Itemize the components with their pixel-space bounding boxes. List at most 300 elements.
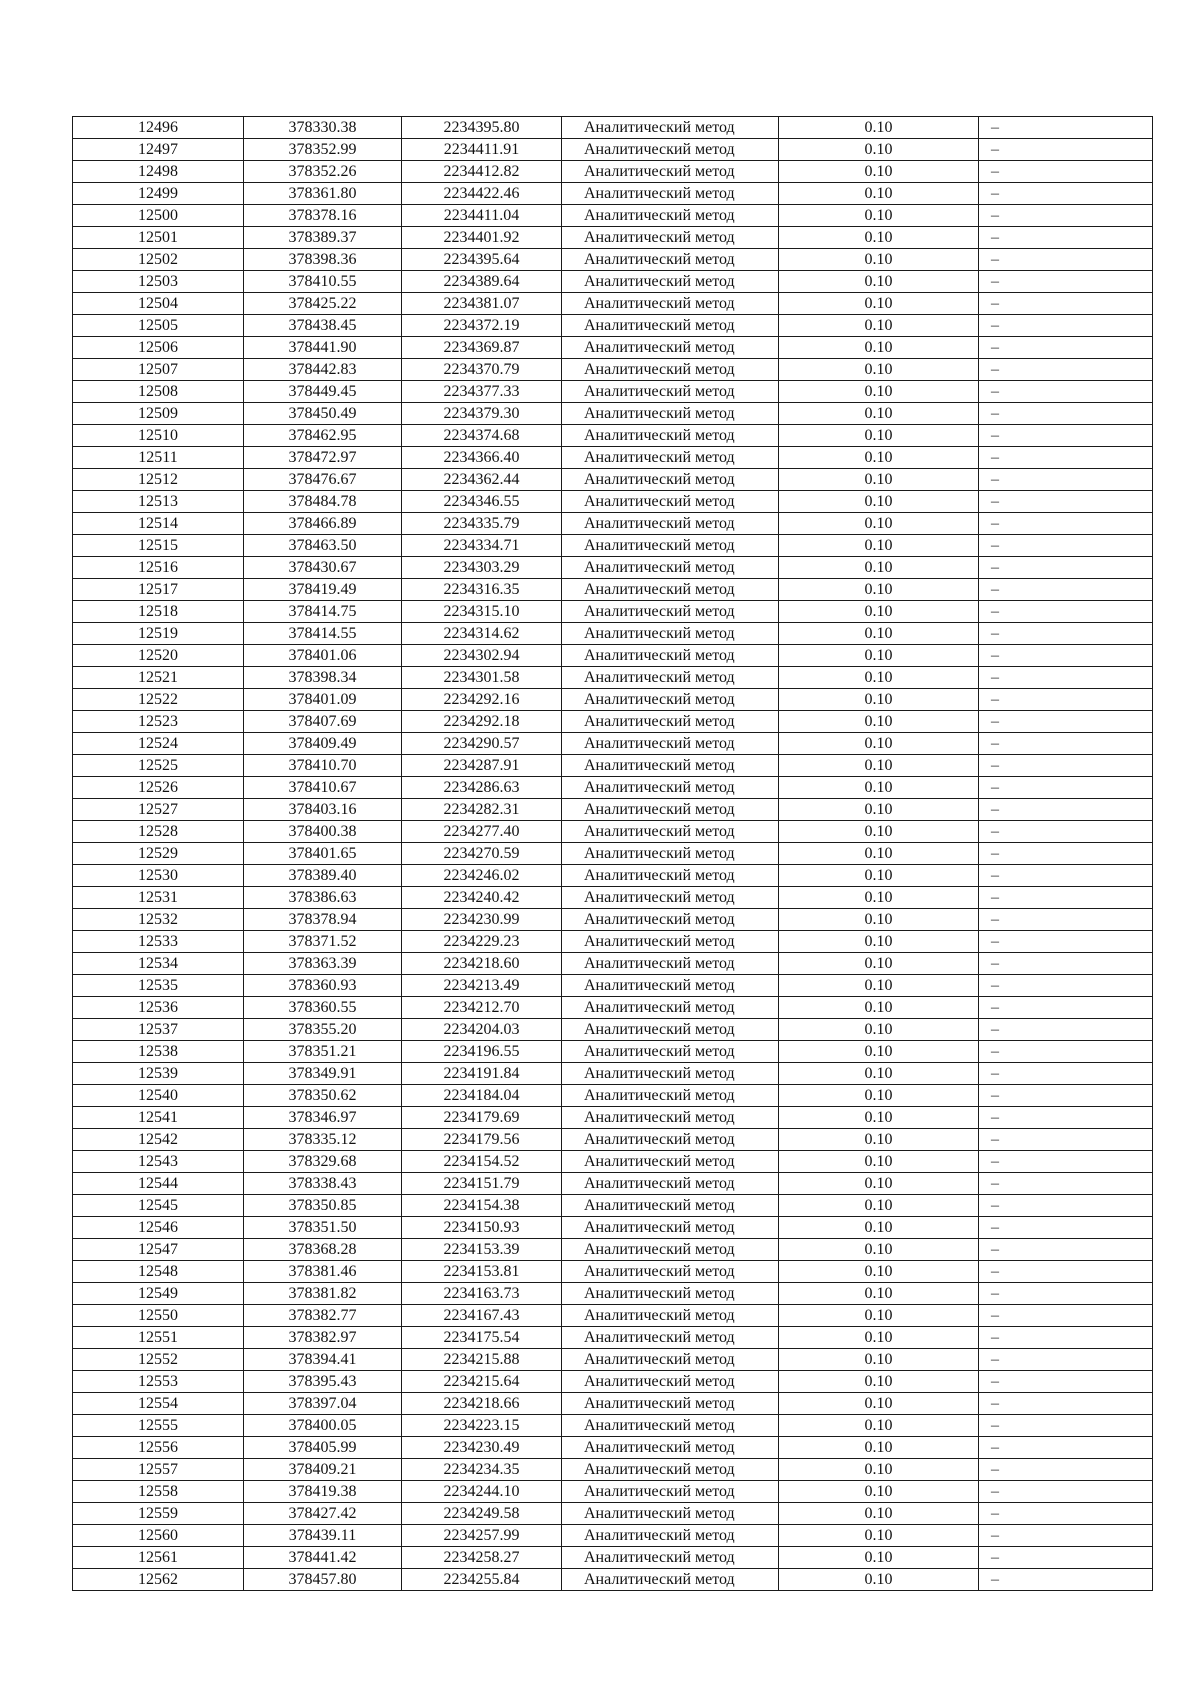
method-cell: Аналитический метод — [562, 623, 779, 645]
point-number-cell: 12533 — [73, 931, 244, 953]
method-cell: Аналитический метод — [562, 755, 779, 777]
table-row — [73, 381, 1153, 403]
method-cell: Аналитический метод — [562, 711, 779, 733]
point-number-cell: 12537 — [73, 1019, 244, 1041]
method-cell: Аналитический метод — [562, 689, 779, 711]
precision-cell: 0.10 — [779, 1063, 979, 1085]
point-number-cell: 12549 — [73, 1283, 244, 1305]
x-coordinate-cell: 378401.06 — [244, 645, 402, 667]
point-number-cell: 12507 — [73, 359, 244, 381]
point-number-cell: 12541 — [73, 1107, 244, 1129]
x-coordinate-cell: 378401.65 — [244, 843, 402, 865]
table-row — [73, 183, 1153, 205]
x-coordinate-cell: 378405.99 — [244, 1437, 402, 1459]
y-coordinate-cell: 2234218.60 — [402, 953, 562, 975]
note-cell: – — [979, 1063, 1153, 1085]
table-row — [73, 1569, 1153, 1591]
method-cell: Аналитический метод — [562, 535, 779, 557]
table-row — [73, 865, 1153, 887]
point-number-cell: 12519 — [73, 623, 244, 645]
x-coordinate-cell: 378403.16 — [244, 799, 402, 821]
x-coordinate-cell: 378381.46 — [244, 1261, 402, 1283]
precision-cell: 0.10 — [779, 1459, 979, 1481]
method-cell: Аналитический метод — [562, 469, 779, 491]
y-coordinate-cell: 2234257.99 — [402, 1525, 562, 1547]
point-number-cell: 12555 — [73, 1415, 244, 1437]
note-cell: – — [979, 1019, 1153, 1041]
point-number-cell: 12528 — [73, 821, 244, 843]
table-row — [73, 535, 1153, 557]
precision-cell: 0.10 — [779, 975, 979, 997]
method-cell: Аналитический метод — [562, 359, 779, 381]
table-row — [73, 491, 1153, 513]
x-coordinate-cell: 378350.85 — [244, 1195, 402, 1217]
note-cell: – — [979, 1327, 1153, 1349]
table-row — [73, 623, 1153, 645]
x-coordinate-cell: 378382.97 — [244, 1327, 402, 1349]
note-cell: – — [979, 1349, 1153, 1371]
table-row — [73, 139, 1153, 161]
x-coordinate-cell: 378329.68 — [244, 1151, 402, 1173]
precision-cell: 0.10 — [779, 755, 979, 777]
table-row — [73, 1459, 1153, 1481]
table-row — [73, 227, 1153, 249]
note-cell: – — [979, 755, 1153, 777]
method-cell: Аналитический метод — [562, 425, 779, 447]
note-cell: – — [979, 1283, 1153, 1305]
table-row — [73, 557, 1153, 579]
table-row — [73, 425, 1153, 447]
table-row — [73, 1437, 1153, 1459]
note-cell: – — [979, 1107, 1153, 1129]
point-number-cell: 12501 — [73, 227, 244, 249]
table-row — [73, 1151, 1153, 1173]
x-coordinate-cell: 378472.97 — [244, 447, 402, 469]
x-coordinate-cell: 378389.40 — [244, 865, 402, 887]
method-cell: Аналитический метод — [562, 601, 779, 623]
table-row — [73, 1481, 1153, 1503]
method-cell: Аналитический метод — [562, 513, 779, 535]
point-number-cell: 12522 — [73, 689, 244, 711]
table-row — [73, 293, 1153, 315]
x-coordinate-cell: 378397.04 — [244, 1393, 402, 1415]
method-cell: Аналитический метод — [562, 865, 779, 887]
table-row — [73, 1525, 1153, 1547]
note-cell: – — [979, 117, 1153, 139]
note-cell: – — [979, 381, 1153, 403]
method-cell: Аналитический метод — [562, 777, 779, 799]
precision-cell: 0.10 — [779, 1569, 979, 1591]
point-number-cell: 12551 — [73, 1327, 244, 1349]
precision-cell: 0.10 — [779, 997, 979, 1019]
method-cell: Аналитический метод — [562, 1239, 779, 1261]
table-row — [73, 1085, 1153, 1107]
table-row — [73, 1063, 1153, 1085]
point-number-cell: 12534 — [73, 953, 244, 975]
x-coordinate-cell: 378360.55 — [244, 997, 402, 1019]
precision-cell: 0.10 — [779, 1481, 979, 1503]
point-number-cell: 12523 — [73, 711, 244, 733]
point-number-cell: 12530 — [73, 865, 244, 887]
table-row — [73, 513, 1153, 535]
point-number-cell: 12532 — [73, 909, 244, 931]
x-coordinate-cell: 378395.43 — [244, 1371, 402, 1393]
y-coordinate-cell: 2234240.42 — [402, 887, 562, 909]
precision-cell: 0.10 — [779, 579, 979, 601]
y-coordinate-cell: 2234374.68 — [402, 425, 562, 447]
note-cell: – — [979, 557, 1153, 579]
y-coordinate-cell: 2234303.29 — [402, 557, 562, 579]
table-row — [73, 667, 1153, 689]
point-number-cell: 12500 — [73, 205, 244, 227]
table-row — [73, 579, 1153, 601]
precision-cell: 0.10 — [779, 1437, 979, 1459]
y-coordinate-cell: 2234282.31 — [402, 799, 562, 821]
note-cell: – — [979, 667, 1153, 689]
precision-cell: 0.10 — [779, 1239, 979, 1261]
point-number-cell: 12554 — [73, 1393, 244, 1415]
y-coordinate-cell: 2234346.55 — [402, 491, 562, 513]
y-coordinate-cell: 2234277.40 — [402, 821, 562, 843]
precision-cell: 0.10 — [779, 161, 979, 183]
y-coordinate-cell: 2234315.10 — [402, 601, 562, 623]
y-coordinate-cell: 2234335.79 — [402, 513, 562, 535]
precision-cell: 0.10 — [779, 1019, 979, 1041]
x-coordinate-cell: 378442.83 — [244, 359, 402, 381]
method-cell: Аналитический метод — [562, 953, 779, 975]
x-coordinate-cell: 378394.41 — [244, 1349, 402, 1371]
note-cell: – — [979, 953, 1153, 975]
precision-cell: 0.10 — [779, 381, 979, 403]
point-number-cell: 12536 — [73, 997, 244, 1019]
point-number-cell: 12525 — [73, 755, 244, 777]
note-cell: – — [979, 205, 1153, 227]
y-coordinate-cell: 2234179.69 — [402, 1107, 562, 1129]
table-row — [73, 711, 1153, 733]
y-coordinate-cell: 2234215.88 — [402, 1349, 562, 1371]
note-cell: – — [979, 887, 1153, 909]
note-cell: – — [979, 1481, 1153, 1503]
table-row — [73, 447, 1153, 469]
precision-cell: 0.10 — [779, 1283, 979, 1305]
point-number-cell: 12514 — [73, 513, 244, 535]
y-coordinate-cell: 2234369.87 — [402, 337, 562, 359]
coordinates-table-body — [73, 117, 1153, 1591]
note-cell: – — [979, 689, 1153, 711]
note-cell: – — [979, 403, 1153, 425]
table-row — [73, 997, 1153, 1019]
method-cell: Аналитический метод — [562, 799, 779, 821]
y-coordinate-cell: 2234255.84 — [402, 1569, 562, 1591]
point-number-cell: 12544 — [73, 1173, 244, 1195]
x-coordinate-cell: 378386.63 — [244, 887, 402, 909]
precision-cell: 0.10 — [779, 1547, 979, 1569]
method-cell: Аналитический метод — [562, 183, 779, 205]
precision-cell: 0.10 — [779, 799, 979, 821]
table-row — [73, 1547, 1153, 1569]
method-cell: Аналитический метод — [562, 821, 779, 843]
method-cell: Аналитический метод — [562, 139, 779, 161]
y-coordinate-cell: 2234218.66 — [402, 1393, 562, 1415]
table-row — [73, 755, 1153, 777]
method-cell: Аналитический метод — [562, 1261, 779, 1283]
precision-cell: 0.10 — [779, 733, 979, 755]
method-cell: Аналитический метод — [562, 931, 779, 953]
table-row — [73, 1173, 1153, 1195]
y-coordinate-cell: 2234301.58 — [402, 667, 562, 689]
table-row — [73, 271, 1153, 293]
y-coordinate-cell: 2234154.38 — [402, 1195, 562, 1217]
method-cell: Аналитический метод — [562, 1459, 779, 1481]
point-number-cell: 12557 — [73, 1459, 244, 1481]
method-cell: Аналитический метод — [562, 249, 779, 271]
table-row — [73, 777, 1153, 799]
method-cell: Аналитический метод — [562, 491, 779, 513]
note-cell: – — [979, 491, 1153, 513]
x-coordinate-cell: 378381.82 — [244, 1283, 402, 1305]
x-coordinate-cell: 378335.12 — [244, 1129, 402, 1151]
y-coordinate-cell: 2234230.99 — [402, 909, 562, 931]
y-coordinate-cell: 2234287.91 — [402, 755, 562, 777]
y-coordinate-cell: 2234411.91 — [402, 139, 562, 161]
method-cell: Аналитический метод — [562, 403, 779, 425]
table-row — [73, 337, 1153, 359]
method-cell: Аналитический метод — [562, 909, 779, 931]
note-cell: – — [979, 1173, 1153, 1195]
point-number-cell: 12524 — [73, 733, 244, 755]
y-coordinate-cell: 2234163.73 — [402, 1283, 562, 1305]
method-cell: Аналитический метод — [562, 1085, 779, 1107]
point-number-cell: 12499 — [73, 183, 244, 205]
precision-cell: 0.10 — [779, 1085, 979, 1107]
y-coordinate-cell: 2234229.23 — [402, 931, 562, 953]
precision-cell: 0.10 — [779, 205, 979, 227]
y-coordinate-cell: 2234370.79 — [402, 359, 562, 381]
y-coordinate-cell: 2234292.18 — [402, 711, 562, 733]
y-coordinate-cell: 2234196.55 — [402, 1041, 562, 1063]
note-cell: – — [979, 513, 1153, 535]
point-number-cell: 12560 — [73, 1525, 244, 1547]
point-number-cell: 12516 — [73, 557, 244, 579]
method-cell: Аналитический метод — [562, 381, 779, 403]
coordinates-table — [72, 116, 1153, 1591]
precision-cell: 0.10 — [779, 425, 979, 447]
y-coordinate-cell: 2234249.58 — [402, 1503, 562, 1525]
point-number-cell: 12558 — [73, 1481, 244, 1503]
x-coordinate-cell: 378484.78 — [244, 491, 402, 513]
point-number-cell: 12510 — [73, 425, 244, 447]
table-row — [73, 1041, 1153, 1063]
point-number-cell: 12508 — [73, 381, 244, 403]
precision-cell: 0.10 — [779, 1173, 979, 1195]
table-row — [73, 1129, 1153, 1151]
note-cell: – — [979, 425, 1153, 447]
x-coordinate-cell: 378338.43 — [244, 1173, 402, 1195]
y-coordinate-cell: 2234334.71 — [402, 535, 562, 557]
method-cell: Аналитический метод — [562, 1283, 779, 1305]
note-cell: – — [979, 1041, 1153, 1063]
note-cell: – — [979, 997, 1153, 1019]
note-cell: – — [979, 315, 1153, 337]
x-coordinate-cell: 378462.95 — [244, 425, 402, 447]
note-cell: – — [979, 447, 1153, 469]
note-cell: – — [979, 931, 1153, 953]
y-coordinate-cell: 2234244.10 — [402, 1481, 562, 1503]
x-coordinate-cell: 378409.21 — [244, 1459, 402, 1481]
method-cell: Аналитический метод — [562, 975, 779, 997]
table-row — [73, 931, 1153, 953]
table-row — [73, 1107, 1153, 1129]
method-cell: Аналитический метод — [562, 293, 779, 315]
note-cell: – — [979, 579, 1153, 601]
point-number-cell: 12540 — [73, 1085, 244, 1107]
x-coordinate-cell: 378352.99 — [244, 139, 402, 161]
x-coordinate-cell: 378419.38 — [244, 1481, 402, 1503]
method-cell: Аналитический метод — [562, 667, 779, 689]
note-cell: – — [979, 909, 1153, 931]
y-coordinate-cell: 2234411.04 — [402, 205, 562, 227]
precision-cell: 0.10 — [779, 777, 979, 799]
table-row — [73, 909, 1153, 931]
x-coordinate-cell: 378410.70 — [244, 755, 402, 777]
point-number-cell: 12561 — [73, 1547, 244, 1569]
note-cell: – — [979, 1217, 1153, 1239]
x-coordinate-cell: 378363.39 — [244, 953, 402, 975]
y-coordinate-cell: 2234395.80 — [402, 117, 562, 139]
x-coordinate-cell: 378401.09 — [244, 689, 402, 711]
point-number-cell: 12538 — [73, 1041, 244, 1063]
method-cell: Аналитический метод — [562, 645, 779, 667]
precision-cell: 0.10 — [779, 139, 979, 161]
x-coordinate-cell: 378351.21 — [244, 1041, 402, 1063]
point-number-cell: 12539 — [73, 1063, 244, 1085]
table-row — [73, 1019, 1153, 1041]
precision-cell: 0.10 — [779, 1393, 979, 1415]
x-coordinate-cell: 378427.42 — [244, 1503, 402, 1525]
method-cell: Аналитический метод — [562, 1151, 779, 1173]
y-coordinate-cell: 2234175.54 — [402, 1327, 562, 1349]
note-cell: – — [979, 777, 1153, 799]
x-coordinate-cell: 378441.90 — [244, 337, 402, 359]
note-cell: – — [979, 1569, 1153, 1591]
point-number-cell: 12517 — [73, 579, 244, 601]
note-cell: – — [979, 469, 1153, 491]
x-coordinate-cell: 378430.67 — [244, 557, 402, 579]
method-cell: Аналитический метод — [562, 1217, 779, 1239]
table-row — [73, 953, 1153, 975]
x-coordinate-cell: 378346.97 — [244, 1107, 402, 1129]
method-cell: Аналитический метод — [562, 1349, 779, 1371]
y-coordinate-cell: 2234381.07 — [402, 293, 562, 315]
x-coordinate-cell: 378466.89 — [244, 513, 402, 535]
method-cell: Аналитический метод — [562, 1371, 779, 1393]
precision-cell: 0.10 — [779, 337, 979, 359]
point-number-cell: 12503 — [73, 271, 244, 293]
x-coordinate-cell: 378425.22 — [244, 293, 402, 315]
point-number-cell: 12535 — [73, 975, 244, 997]
x-coordinate-cell: 378400.05 — [244, 1415, 402, 1437]
method-cell: Аналитический метод — [562, 1107, 779, 1129]
point-number-cell: 12506 — [73, 337, 244, 359]
method-cell: Аналитический метод — [562, 1481, 779, 1503]
method-cell: Аналитический метод — [562, 557, 779, 579]
y-coordinate-cell: 2234167.43 — [402, 1305, 562, 1327]
point-number-cell: 12552 — [73, 1349, 244, 1371]
x-coordinate-cell: 378368.28 — [244, 1239, 402, 1261]
method-cell: Аналитический метод — [562, 579, 779, 601]
point-number-cell: 12520 — [73, 645, 244, 667]
table-row — [73, 821, 1153, 843]
precision-cell: 0.10 — [779, 469, 979, 491]
y-coordinate-cell: 2234292.16 — [402, 689, 562, 711]
table-row — [73, 733, 1153, 755]
point-number-cell: 12556 — [73, 1437, 244, 1459]
method-cell: Аналитический метод — [562, 1129, 779, 1151]
table-row — [73, 1327, 1153, 1349]
x-coordinate-cell: 378351.50 — [244, 1217, 402, 1239]
method-cell: Аналитический метод — [562, 161, 779, 183]
method-cell: Аналитический метод — [562, 1063, 779, 1085]
precision-cell: 0.10 — [779, 887, 979, 909]
table-row — [73, 843, 1153, 865]
point-number-cell: 12512 — [73, 469, 244, 491]
y-coordinate-cell: 2234179.56 — [402, 1129, 562, 1151]
y-coordinate-cell: 2234286.63 — [402, 777, 562, 799]
x-coordinate-cell: 378398.34 — [244, 667, 402, 689]
table-row — [73, 1283, 1153, 1305]
point-number-cell: 12547 — [73, 1239, 244, 1261]
method-cell: Аналитический метод — [562, 1305, 779, 1327]
precision-cell: 0.10 — [779, 1305, 979, 1327]
y-coordinate-cell: 2234191.84 — [402, 1063, 562, 1085]
x-coordinate-cell: 378330.38 — [244, 117, 402, 139]
precision-cell: 0.10 — [779, 689, 979, 711]
precision-cell: 0.10 — [779, 1217, 979, 1239]
y-coordinate-cell: 2234215.64 — [402, 1371, 562, 1393]
method-cell: Аналитический метод — [562, 447, 779, 469]
y-coordinate-cell: 2234153.81 — [402, 1261, 562, 1283]
note-cell: – — [979, 1547, 1153, 1569]
note-cell: – — [979, 1129, 1153, 1151]
note-cell: – — [979, 1393, 1153, 1415]
note-cell: – — [979, 1503, 1153, 1525]
point-number-cell: 12521 — [73, 667, 244, 689]
y-coordinate-cell: 2234314.62 — [402, 623, 562, 645]
note-cell: – — [979, 535, 1153, 557]
method-cell: Аналитический метод — [562, 1547, 779, 1569]
precision-cell: 0.10 — [779, 1503, 979, 1525]
y-coordinate-cell: 2234395.64 — [402, 249, 562, 271]
note-cell: – — [979, 1085, 1153, 1107]
precision-cell: 0.10 — [779, 271, 979, 293]
point-number-cell: 12542 — [73, 1129, 244, 1151]
precision-cell: 0.10 — [779, 447, 979, 469]
note-cell: – — [979, 1437, 1153, 1459]
method-cell: Аналитический метод — [562, 1393, 779, 1415]
method-cell: Аналитический метод — [562, 315, 779, 337]
y-coordinate-cell: 2234362.44 — [402, 469, 562, 491]
point-number-cell: 12531 — [73, 887, 244, 909]
y-coordinate-cell: 2234213.49 — [402, 975, 562, 997]
note-cell: – — [979, 821, 1153, 843]
y-coordinate-cell: 2234270.59 — [402, 843, 562, 865]
note-cell: – — [979, 975, 1153, 997]
method-cell: Аналитический метод — [562, 205, 779, 227]
precision-cell: 0.10 — [779, 535, 979, 557]
note-cell: – — [979, 183, 1153, 205]
note-cell: – — [979, 1305, 1153, 1327]
table-row — [73, 469, 1153, 491]
